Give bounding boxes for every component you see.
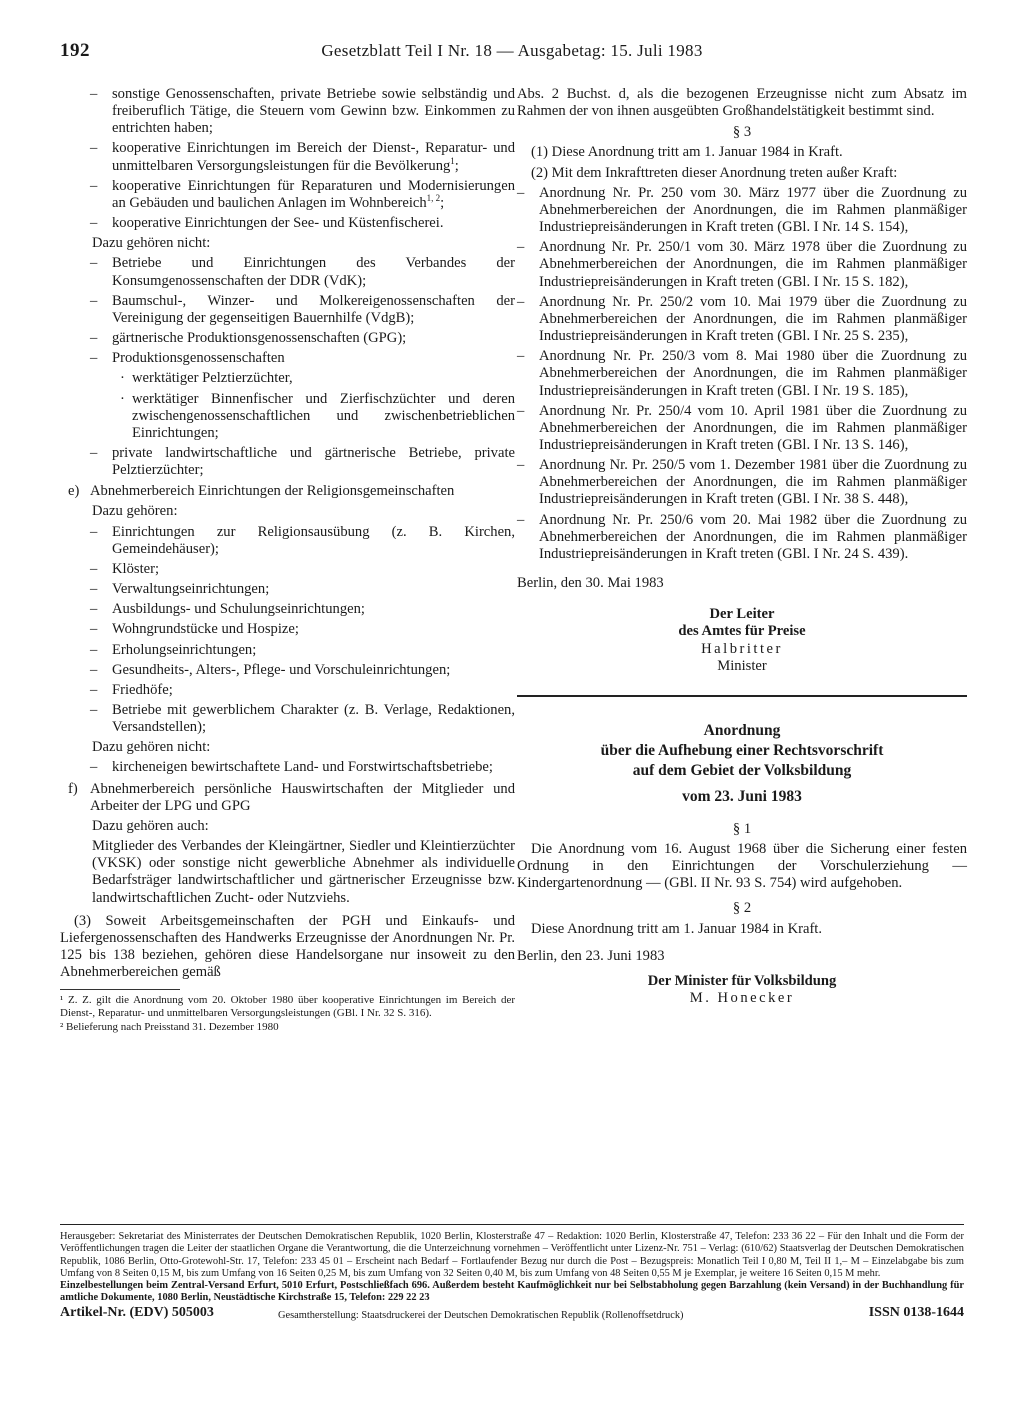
paragraph: (1) Diese Anordnung tritt am 1. Januar 1984 in Kraft. — [531, 144, 843, 161]
section-e — [60, 483, 515, 500]
section-f — [60, 781, 515, 815]
imprint-last-line — [60, 1304, 964, 1325]
list-item: – Anordnung Nr. Pr. 250/4 vom 10. April 1981 über die Zuordnung zu Abnehmerbereichen der Anordnungen, die im Rahmen planmäßiger Industriepreisänderungen in Kraft treten (GBl. I Nr. 13 S. 146), — [517, 403, 967, 454]
paragraph: Die Anordnung vom 16. August 1968 über die Sicherung einer festen Ordnung in den Einrichtungen der Vorschulerziehung — Kindergartenordnung — (GBl. II Nr. 93 S. 754) wird aufgehoben. — [517, 841, 967, 892]
list-item: – Betriebe mit gewerblichem Charakter (z. B. Verlage, Redaktionen, Versandstellen); — [90, 702, 515, 736]
subheading: Dazu gehören nicht: — [92, 739, 211, 756]
signature-title: Der Minister für Volksbildung — [647, 972, 837, 989]
paragraph: (2) Mit dem Inkrafttreten dieser Anordnung treten außer Kraft: — [531, 164, 898, 181]
imprint-publisher: Herausgeber: Sekretariat des Ministerrates der Deutschen Demokratischen Republik, 1020 Berlin, Klosterstraße 47 – Redaktion: 1020 Berlin, Klosterstraße 47, Telefon: 233 36 22 – Für den Inhalt und die Form der Veröffentlichungen tragen die Leiter der staatlichen Organe die Verantwortung, die die Unterzeichnung vornehmen – Veröffentlicht unter Lizenz-Nr. 751 – Verlag: (610/62) Staatsverlag der Deutschen Demokratischen Republik, 1086 Berlin, Otto-Grotewohl-Str. 17, Telefon: 233 45 01 – Erscheint nach Bedarf – Fortlaufender Bezug nur durch die Post – Bezugspreis: Monatlich Teil I 0,80 M, Teil II 1,– M – Einzelabgabe bis zum Umfang von 8 Seiten 0,15 M, bis zum Umfang von 16 Seiten 0,25 M, bis zum Umfang von 32 Seiten 0,40 M, bis zum Umfang von 48 Seiten 0,55 M je Exemplar, je weitere 16 Seiten 0,15 M mehr. — [60, 1231, 964, 1279]
list-item: – Anordnung Nr. Pr. 250 vom 30. März 1977 über die Zuordnung zu Abnehmerbereichen der Anordnungen, die im Rahmen planmäßiger Industriepreisänderungen in Kraft treten (GBl. I Nr. 14 S. 154), — [517, 185, 967, 236]
signature-title: Der Leiter — [709, 606, 775, 623]
left-column — [60, 86, 515, 1036]
signature-role: Minister — [717, 657, 767, 674]
signature-title: des Amtes für Preise — [678, 623, 806, 640]
title-line: über die Aufhebung einer Rechtsvorschrift — [600, 741, 884, 759]
article-number: Artikel-Nr. (EDV) 505003 — [60, 1304, 214, 1320]
list-item: – Anordnung Nr. Pr. 250/6 vom 20. Mai 1982 über die Zuordnung zu Abnehmerbereichen der Anordnungen, die im Rahmen planmäßiger Industriepreisänderungen in Kraft treten (GBl. I Nr. 24 S. 439). — [517, 512, 967, 563]
list-item: – kooperative Einrichtungen der See- und Küstenfischerei. — [90, 215, 515, 232]
section-heading: § 3 — [732, 124, 752, 141]
paragraph-continued: Abs. 2 Buchst. d, als die bezogenen Erzeugnisse nicht zum Absatz im Rahmen der von ihnen ausgeübten Großhandelstätigkeit bestimmt sind. — [517, 86, 967, 120]
header-title: Gesetzblatt Teil I Nr. 18 — Ausgabetag: 15. Juli 1983 — [321, 41, 703, 60]
list-item — [90, 178, 515, 212]
subheading: Dazu gehören nicht: — [92, 235, 211, 252]
subheading: Dazu gehören auch: — [92, 817, 209, 834]
list-item: – Betriebe und Einrichtungen des Verbandes der Konsumgenossenschaften der DDR (VdK); — [90, 255, 515, 289]
list-item: – Friedhöfe; — [90, 682, 515, 699]
signature-block — [517, 973, 967, 1007]
list-item: – kircheneigen bewirtschaftete Land- und Forstwirtschaftsbetriebe; — [90, 759, 515, 776]
section-text: Abnehmerbereich persönliche Hauswirtschaften der Mitglieder und Arbeiter der LPG und GPG — [90, 780, 515, 814]
section-heading: § 1 — [732, 820, 752, 837]
list-item: – Verwaltungseinrichtungen; — [90, 581, 515, 598]
list-item: – Klöster; — [90, 561, 515, 578]
signature-name: M. Honecker — [689, 990, 795, 1007]
footnote-rule — [60, 989, 180, 990]
footnote-ref: 1, 2 — [426, 193, 441, 204]
issn: ISSN 0138-1644 — [868, 1304, 964, 1320]
list-item: – Einrichtungen zur Religionsausübung (z. B. Kirchen, Gemeindehäuser); — [90, 524, 515, 558]
title-date: vom 23. Juni 1983 — [682, 787, 802, 805]
signature-name: Halbritter — [701, 640, 783, 657]
document-title — [517, 721, 967, 807]
imprint-orders: Einzelbestellungen beim Zentral-Versand Erfurt, 5010 Erfurt, Postschließfach 696. Außerdem besteht Kaufmöglichkeit nur bei Selbstabholung gegen Barzahlung (kein Versand) in der Buchhandlung für amtliche Dokumente, 1080 Berlin, Neustädtische Kirchstraße 15, Telefon: 229 22 23 — [60, 1280, 964, 1304]
paragraph: Diese Anordnung tritt am 1. Januar 1984 in Kraft. — [531, 920, 823, 937]
page-number: 192 — [60, 40, 90, 61]
list-item: – Ausbildungs- und Schulungseinrichtungen; — [90, 601, 515, 618]
list-item-text: kooperative Einrichtungen für Reparaturen und Modernisierungen an Gebäuden und baulichen Anlagen im Wohnbereich — [112, 177, 515, 211]
list-item: – Anordnung Nr. Pr. 250/1 vom 30. März 1978 über die Zuordnung zu Abnehmerbereichen der Anordnungen, die im Rahmen planmäßiger Industriepreisänderungen in Kraft treten (GBl. I Nr. 15 S. 182), — [517, 239, 967, 290]
list-item: – private landwirtschaftliche und gärtnerische Betriebe, private Pelztierzüchter; — [90, 445, 515, 479]
right-column — [517, 86, 967, 1007]
sub-list-item: · werktätiger Pelztierzüchter, — [120, 370, 515, 387]
title-line: auf dem Gebiet der Volksbildung — [632, 761, 852, 779]
date-line: Berlin, den 23. Juni 1983 — [517, 947, 665, 964]
signature-block — [517, 606, 967, 675]
list-item-end: ; — [440, 194, 445, 211]
footnote-1: ¹ Z. Z. gilt die Anordnung vom 20. Oktober 1980 über kooperative Einrichtungen im Bereich der Dienst-, Reparatur- und unmittelbaren Versorgungsleistungen (GBl. I Nr. 32 S. 316). — [60, 994, 515, 1019]
list-item: – Produktionsgenossenschaften — [90, 350, 515, 367]
list-item: – Baumschul-, Winzer- und Molkereigenossenschaften der Vereinigung der gegenseitigen Bauernhilfe (VdgB); — [90, 293, 515, 327]
paragraph-3: (3) Soweit Arbeitsgemeinschaften der PGH und Einkaufs- und Liefergenossenschaften des Handwerks Erzeugnisse der Anordnungen Nr. Pr. 125 bis 138 beziehen, gehören diese Handelsorgane nur insoweit zu den Abnehmerbereichen gemäß — [60, 912, 515, 981]
list-item: – Anordnung Nr. Pr. 250/3 vom 8. Mai 1980 über die Zuordnung zu Abnehmerbereichen der Anordnungen, die im Rahmen planmäßiger Industriepreisänderungen in Kraft treten (GBl. I Nr. 19 S. 185), — [517, 348, 967, 399]
list-item-text: kooperative Einrichtungen im Bereich der Dienst-, Reparatur- und unmittelbaren Versorgungsleistungen für die Bevölkerung — [112, 140, 515, 174]
list-item: – Anordnung Nr. Pr. 250/2 vom 10. Mai 1979 über die Zuordnung zu Abnehmerbereichen der Anordnungen, die im Rahmen planmäßiger Industriepreisänderungen in Kraft treten (GBl. I Nr. 25 S. 235), — [517, 294, 967, 345]
sub-list-item: · werktätiger Binnenfischer und Zierfischzüchter und deren zwischengenossenschaftlichen und zwischenbetrieblichen Einrichtungen; — [120, 391, 515, 442]
section-heading: § 2 — [732, 900, 752, 917]
list-item: – Wohngrundstücke und Hospize; — [90, 621, 515, 638]
list-item-end: ; — [454, 157, 459, 174]
list-item: – Anordnung Nr. Pr. 250/5 vom 1. Dezember 1981 über die Zuordnung zu Abnehmerbereichen der Anordnungen, die im Rahmen planmäßiger Industriepreisänderungen in Kraft treten (GBl. I Nr. 38 S. 448), — [517, 457, 967, 508]
list-item: – Erholungseinrichtungen; — [90, 642, 515, 659]
list-item — [90, 140, 515, 174]
list-item: – gärtnerische Produktionsgenossenschaften (GPG); — [90, 330, 515, 347]
section-letter: f) — [68, 780, 78, 797]
section-divider — [517, 695, 967, 697]
imprint — [60, 1224, 964, 1325]
printer-info: Gesamtherstellung: Staatsdruckerei der Deutschen Demokratischen Republik (Rollenoffsetdruck) — [278, 1309, 684, 1321]
footnote-ref: 1 — [450, 155, 455, 166]
section-text: Abnehmerbereich Einrichtungen der Religionsgemeinschaften — [90, 483, 455, 500]
list-item: – sonstige Genossenschaften, private Betriebe sowie selbständig und freiberuflich Tätige, die Steuern vom Gewinn bzw. Einkommen zu entrichten haben; — [90, 86, 515, 137]
date-line: Berlin, den 30. Mai 1983 — [517, 575, 664, 592]
section-f-body: Mitglieder des Verbandes der Kleingärtner, Siedler und Kleintierzüchter (VKSK) oder sonstige nicht gewerbliche Abnehmer als individuelle Bedarfsträger landwirtschaftlicher und gärtnerischer Erzeugnisse bzw. landwirtschaftlichen Zucht- oder Nutzviehs. — [92, 838, 515, 906]
title-line: Anordnung — [703, 721, 781, 739]
page-header — [60, 38, 964, 68]
footnote-2: ² Belieferung nach Preisstand 31. Dezember 1980 — [60, 1021, 279, 1034]
subheading: Dazu gehören: — [92, 503, 178, 520]
list-item: – Gesundheits-, Alters-, Pflege- und Vorschuleinrichtungen; — [90, 662, 515, 679]
section-letter: e) — [68, 483, 80, 500]
